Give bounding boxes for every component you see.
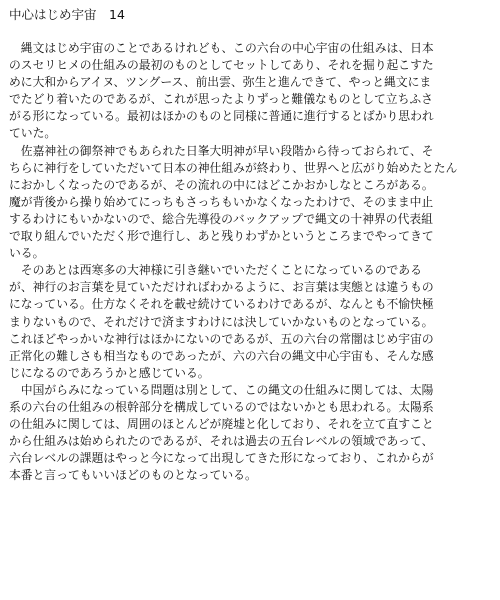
text-line: 佐嘉神社の御祭神でもあられた日峯大明神が早い段階から待っておられて、そ <box>9 143 434 158</box>
text-line: これほどやっかいな神行はほかにないのであるが、五の六台の常闇はじめ宇宙の <box>9 331 434 346</box>
text-line: が、神行のお言葉を見ていただければわかるように、お言葉は実態とは違うもの <box>9 280 434 295</box>
text-line: 縄文はじめ宇宙のことであるけれども、この六台の中心宇宙の仕組みは、日本 <box>9 41 434 55</box>
text-line: まりないもので、それだけで済ますわけには決していかないものとなっている。 <box>9 314 434 329</box>
text-line: におかしくなったのであるが、その流れの中にはどこかおかしなところがある。 <box>9 177 434 192</box>
paragraph-3 <box>9 262 494 382</box>
text-line: そのあとは西寒多の大神様に引き継いでいただくことになっているのである <box>9 263 422 278</box>
document-title: 中心はじめ宇宙 14 <box>9 7 125 22</box>
text-line: 系の六台の仕組みの根幹部分を構成しているのではないかとも思われる。太陽系 <box>9 399 434 414</box>
text-line: ちらに神行をしていただいて日本の神仕組みが終わり、世界へと広がり始めたとたん <box>9 160 458 175</box>
text-line: 本番と言ってもいいほどのものとなっている。 <box>9 468 257 483</box>
paragraph-2 <box>9 143 494 263</box>
text-line: で取り組んでいただく形で進行し、あと残りわずかというところまでやってきて <box>9 229 434 244</box>
text-line: いる。 <box>9 246 45 261</box>
text-line: がる形になっている。最初はほかのものと同様に普通に進行するとばかり思われ <box>9 109 434 124</box>
paragraph-1 <box>9 40 494 143</box>
text-line: ていた。 <box>9 126 57 141</box>
text-line: になっている。仕方なくそれを載せ続けているわけであるが、なんとも不愉快極 <box>9 297 434 312</box>
text-line: の仕組みに関しては、周囲のほとんどが廃墟と化しており、それを立て直すこと <box>9 417 434 432</box>
text-line: するわけにもいかないので、総合先導役のバックアップで縄文の十神界の代表組 <box>9 211 433 226</box>
title-spacer <box>9 24 494 40</box>
text-line: でたどり着いたのであるが、これが思ったよりずっと難儀なものとして立ちふさ <box>9 92 433 107</box>
text-line: 六台レベルの課題はやっと今になって出現してきた形になっており、これからが <box>9 451 434 466</box>
paragraph-4 <box>9 382 494 485</box>
text-line: のスセリヒメの仕組みの最初のものとしてセットしてあり、それを掘り起こすた <box>9 58 434 73</box>
text-line: めに大和からアイヌ、ツングース、前出雲、弥生と進んできて、やっと縄文にま <box>9 75 432 90</box>
text-line: から仕組みは始められたのであるが、それは過去の五台レベルの領域であって、 <box>9 434 434 449</box>
text-line: 中国がらみになっている問題は別として、この縄文の仕組みに関しては、太陽 <box>9 382 434 397</box>
text-line: 正常化の難しさも相当なものであったが、六の六台の縄文中心宇宙も、そんな感 <box>9 348 434 363</box>
text-line: 魔が背後から操り始めてにっちもさっちもいかなくなったわけで、そのまま中止 <box>9 194 434 209</box>
text-line: じになるのであろうかと感じている。 <box>9 365 210 380</box>
